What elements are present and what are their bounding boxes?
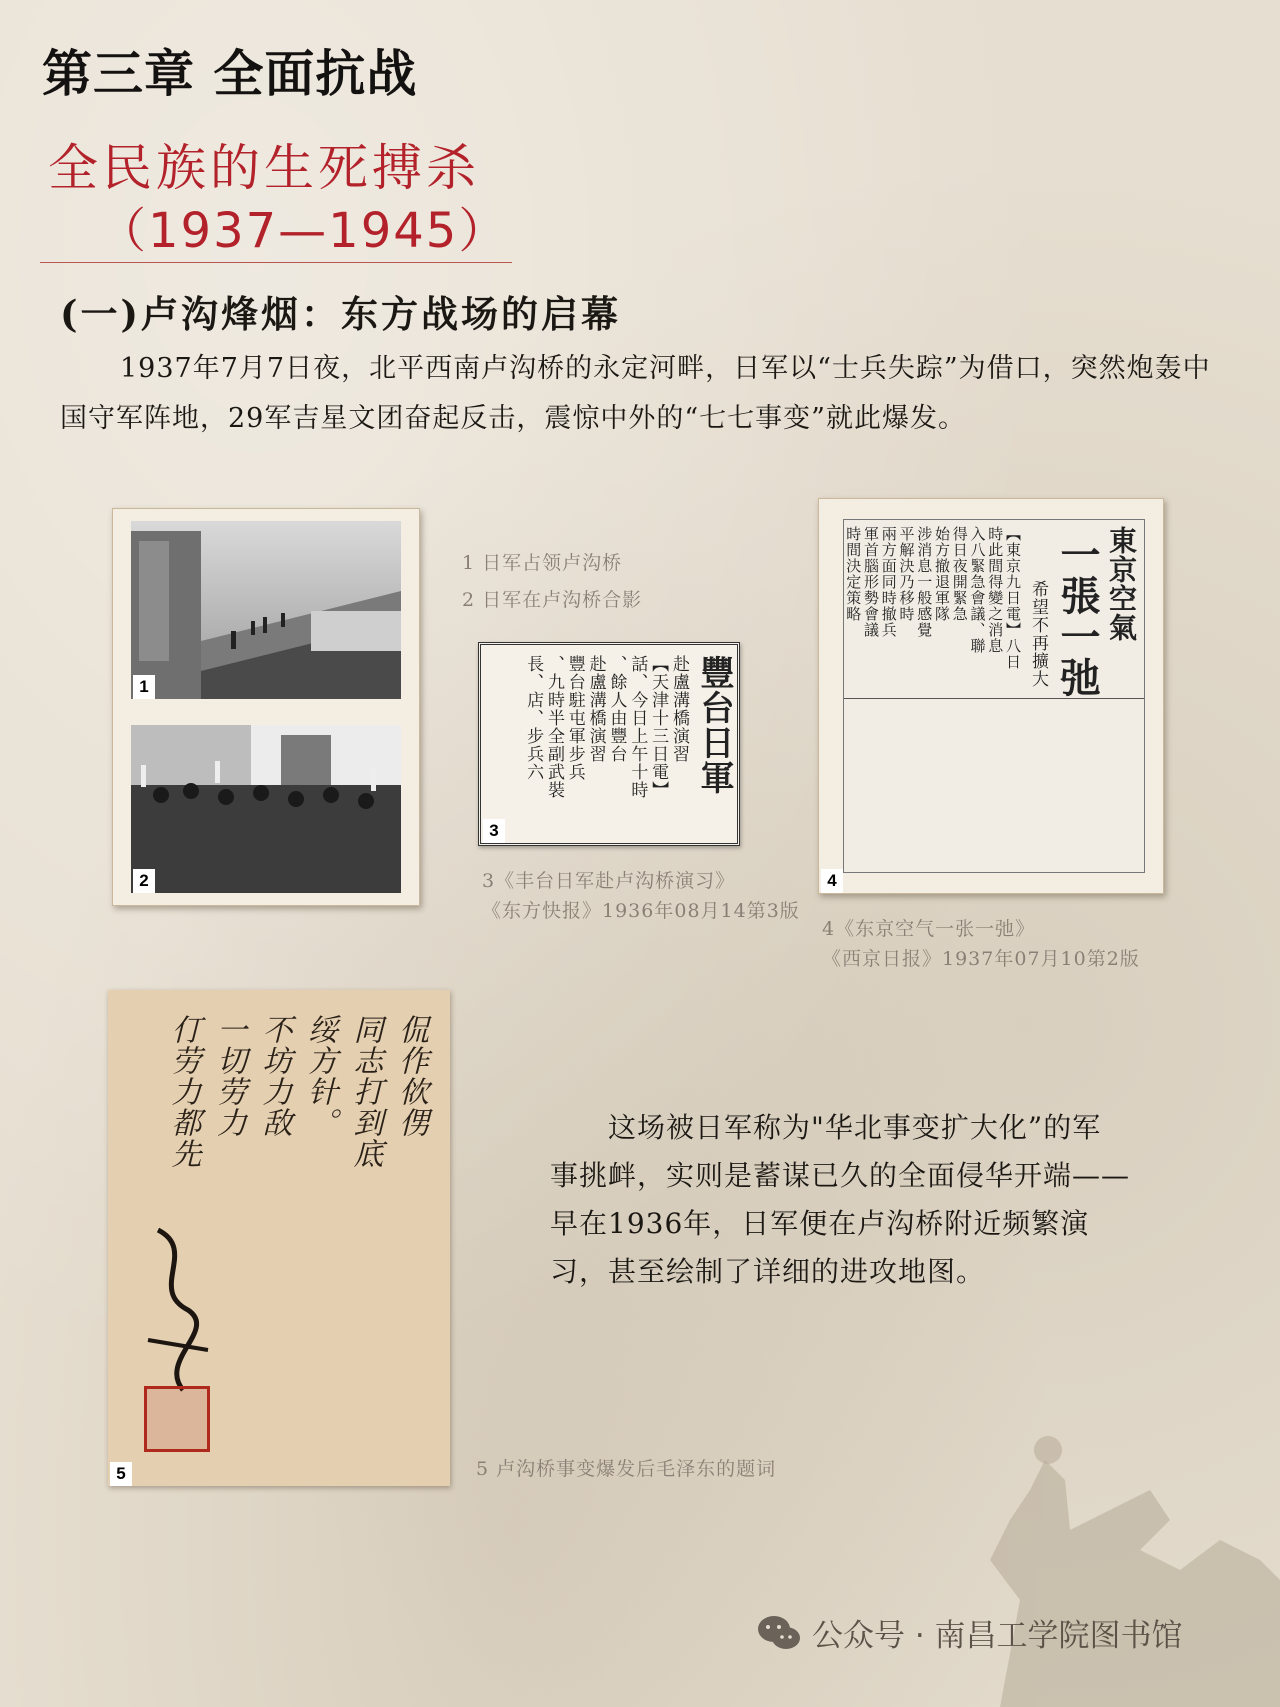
footer-channel [756, 1610, 1183, 1655]
body-paragraph: 这场被日军称为"华北事变扩大化”的军事挑衅，实则是蓄谋已久的全面侵华开端——早在1936年，日军便在卢沟桥附近频繁演习，甚至绘制了详细的进攻地图。 [550, 1111, 1131, 1288]
photo-number-1: 1 [133, 675, 155, 699]
photo-bridge-occupation [131, 521, 401, 699]
newspaper-3-column: 【天津十三日電】 [648, 655, 669, 799]
newspaper-4-column: 【東京九日電】八日 [1004, 526, 1022, 670]
photo-number-2: 2 [133, 869, 155, 893]
red-seal-stamp [144, 1386, 210, 1452]
intro-paragraph: 1937年7月7日夜，北平西南卢沟桥的永定河畔，日军以“士兵失踪”为借口，突然炮轰中国守军阵地，29军吉星文团奋起反击，震惊中外的“七七事变”就此爆发。 [60, 353, 1211, 434]
newspaper-4-body [845, 526, 1021, 670]
newspaper-4-column: 平解決乃移時 [897, 526, 916, 622]
photo-caption-1: 1 日军占领卢沟桥 [462, 552, 623, 574]
newspaper-clipping-3 [478, 642, 740, 846]
calligraphy-column: 不坊力敌 [256, 1014, 292, 1138]
newspaper-4-column: 入八緊急會議、聯 [968, 526, 987, 654]
newspaper-4-column: 始方撤退軍隊 [933, 526, 951, 622]
newspaper-4-column: 涉消息一般感覺 [915, 526, 934, 638]
calligraphy-column: 仃劳力都先 [165, 1014, 201, 1169]
newspaper-3-column: 、餘人由豐台 [606, 655, 627, 763]
photo-number-4: 4 [821, 869, 843, 893]
newspaper-3-column: 赴盧溝橋演習 [669, 655, 689, 763]
newspaper-4-title-small: 東京空氣 [1105, 526, 1138, 642]
newspaper-4-page [843, 519, 1145, 873]
main-title-years: （1937—1945） [98, 203, 509, 259]
newspaper-4-rule [844, 698, 1144, 699]
newspaper-3-column: 、九時半全副武裝 [543, 655, 564, 799]
newspaper-4-column: 軍首腦形勢會議 [862, 526, 880, 638]
calligraphy-column: 绥方针。 [302, 1014, 337, 1138]
soldier-silhouette-decoration [880, 1420, 1280, 1707]
photo-frame-1-2 [112, 508, 420, 906]
calligraphy-column: 侃作佽侽 [393, 1014, 428, 1138]
photo-caption-3-title: 3《丰台日军赴卢沟桥演习》 [482, 870, 736, 892]
main-title: 全民族的生死搏杀 [48, 139, 480, 197]
newspaper-4-column: 時此間得變之消息 [986, 526, 1005, 654]
photo-troops-group [131, 725, 401, 893]
photo-number-3: 3 [483, 819, 505, 843]
photo-number-5: 5 [110, 1462, 132, 1486]
newspaper-4-subtitle: 希望不再擴大 [1028, 580, 1048, 688]
calligraphy-column: 一切劳力 [211, 1014, 246, 1138]
calligraphy-inscription [108, 990, 450, 1486]
photo-caption-4-source: 《西京日报》1937年07月10第2版 [822, 948, 1140, 970]
footer-channel-label: 公众号 · 南昌工学院图书馆 [812, 1618, 1183, 1654]
chapter-title: 第三章 全面抗战 [42, 45, 418, 103]
newspaper-3-column: 話、今日上午十時 [627, 655, 648, 799]
newspaper-4-title-big: 一張一弛 [1054, 534, 1101, 698]
newspaper-clipping-4 [818, 498, 1164, 894]
newspaper-3-body [523, 655, 687, 799]
newspaper-3-column: 赴盧溝橋演習 [585, 655, 606, 763]
newspaper-4-column: 得日夜開緊急 [950, 526, 969, 622]
photo-caption-5: 5 卢沟桥事变爆发后毛泽东的题词 [476, 1458, 777, 1480]
photo-caption-4-title: 4《东京空气一张一弛》 [822, 918, 1036, 940]
newspaper-3-column: 長、店、步兵六 [523, 655, 544, 781]
calligraphy-column: 同志打到底 [347, 1014, 383, 1169]
newspaper-3-column: 豐台駐屯軍步兵 [564, 655, 585, 781]
newspaper-4-column: 時間決定策略 [844, 526, 863, 622]
section-heading: (一)卢沟烽烟：东方战场的启幕 [60, 292, 622, 336]
photo-caption-3-source: 《东方快报》1936年08月14第3版 [482, 900, 800, 922]
title-divider [40, 262, 512, 263]
wechat-icon [756, 1613, 802, 1653]
troops-photo-image [131, 725, 401, 893]
newspaper-3-title: 豐台日軍 [694, 655, 734, 795]
newspaper-4-column: 兩方面同時撤兵 [879, 526, 898, 638]
photo-caption-2: 2 日军在卢沟桥合影 [462, 589, 643, 611]
bridge-photo-image [131, 521, 401, 699]
calligraphy-body [167, 1014, 426, 1169]
